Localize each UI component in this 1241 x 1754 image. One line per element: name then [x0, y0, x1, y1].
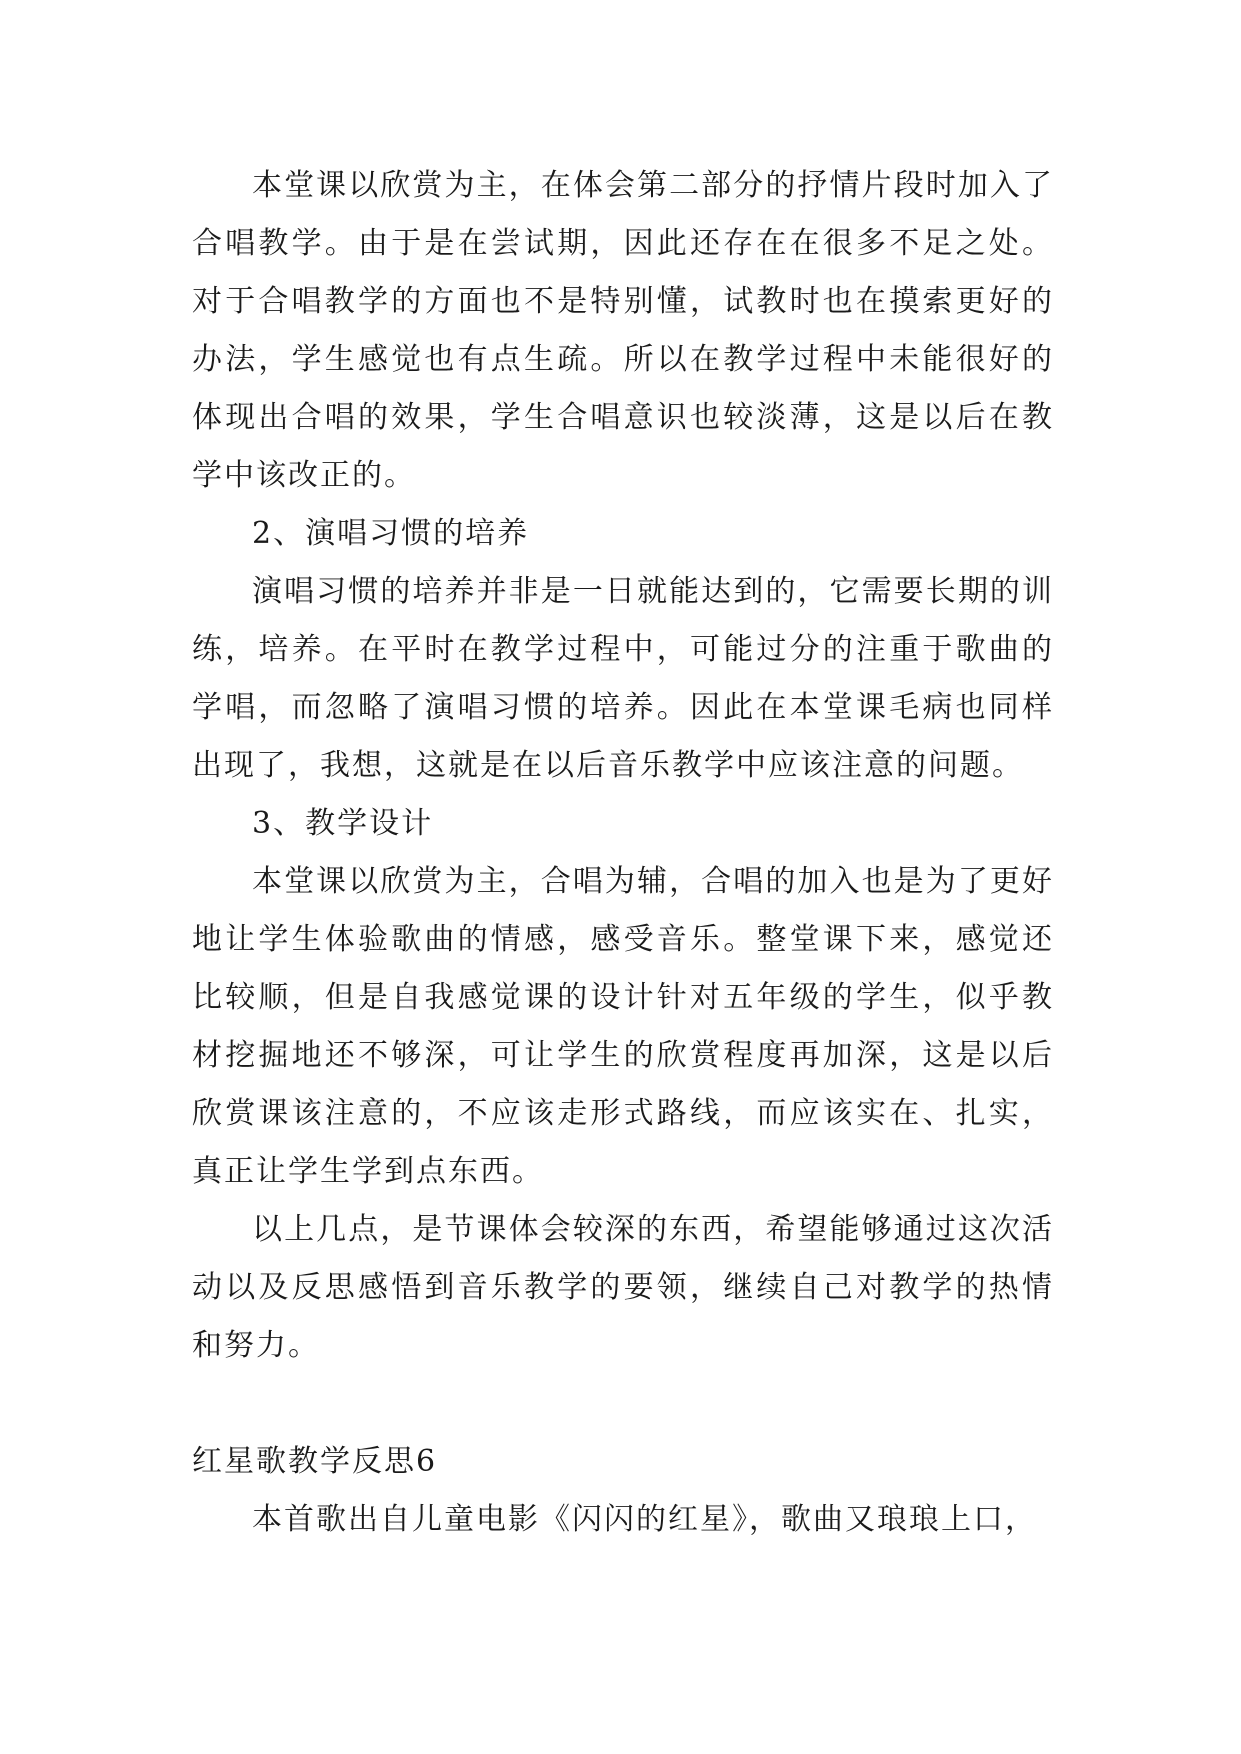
paragraph-singing-habits: 演唱习惯的培养并非是一日就能达到的，它需要长期的训练，培养。在平时在教学过程中，可能过分的注重于歌曲的学唱，而忽略了演唱习惯的培养。因此在本堂课毛病也同样出现了，我想，这就是在以后音乐教学中应该注意的问题。	[192, 574, 1054, 783]
heading-singing-habits: 2、演唱习惯的培养	[252, 516, 530, 551]
paragraph-red-star-intro: 本首歌出自儿童电影《闪闪的红星》，歌曲又琅琅上口，	[252, 1502, 1037, 1537]
heading-teaching-design: 3、教学设计	[252, 806, 434, 841]
paragraph-summary: 以上几点，是节课体会较深的东西，希望能够通过这次活动以及反思感悟到音乐教学的要领，继续自己对教学的热情和努力。	[192, 1212, 1054, 1363]
document-body	[192, 157, 1054, 1549]
paragraph-chorus-teaching: 本堂课以欣赏为主，在体会第二部分的抒情片段时加入了合唱教学。由于是在尝试期，因此还存在在很多不足之处。对于合唱教学的方面也不是特别懂，试教时也在摸索更好的办法，学生感觉也有点生疏。所以在教学过程中未能很好的体现出合唱的效果，学生合唱意识也较淡薄，这是以后在教学中该改正的。	[192, 168, 1054, 493]
paragraph-teaching-design: 本堂课以欣赏为主，合唱为辅，合唱的加入也是为了更好地让学生体验歌曲的情感，感受音乐。整堂课下来，感觉还比较顺，但是自我感觉课的设计针对五年级的学生，似乎教材挖掘地还不够深，可让学生的欣赏程度再加深，这是以后欣赏课该注意的，不应该走形式路线，而应该实在、扎实，真正让学生学到点东西。	[192, 864, 1054, 1189]
section-title: 红星歌教学反思6	[192, 1444, 438, 1479]
